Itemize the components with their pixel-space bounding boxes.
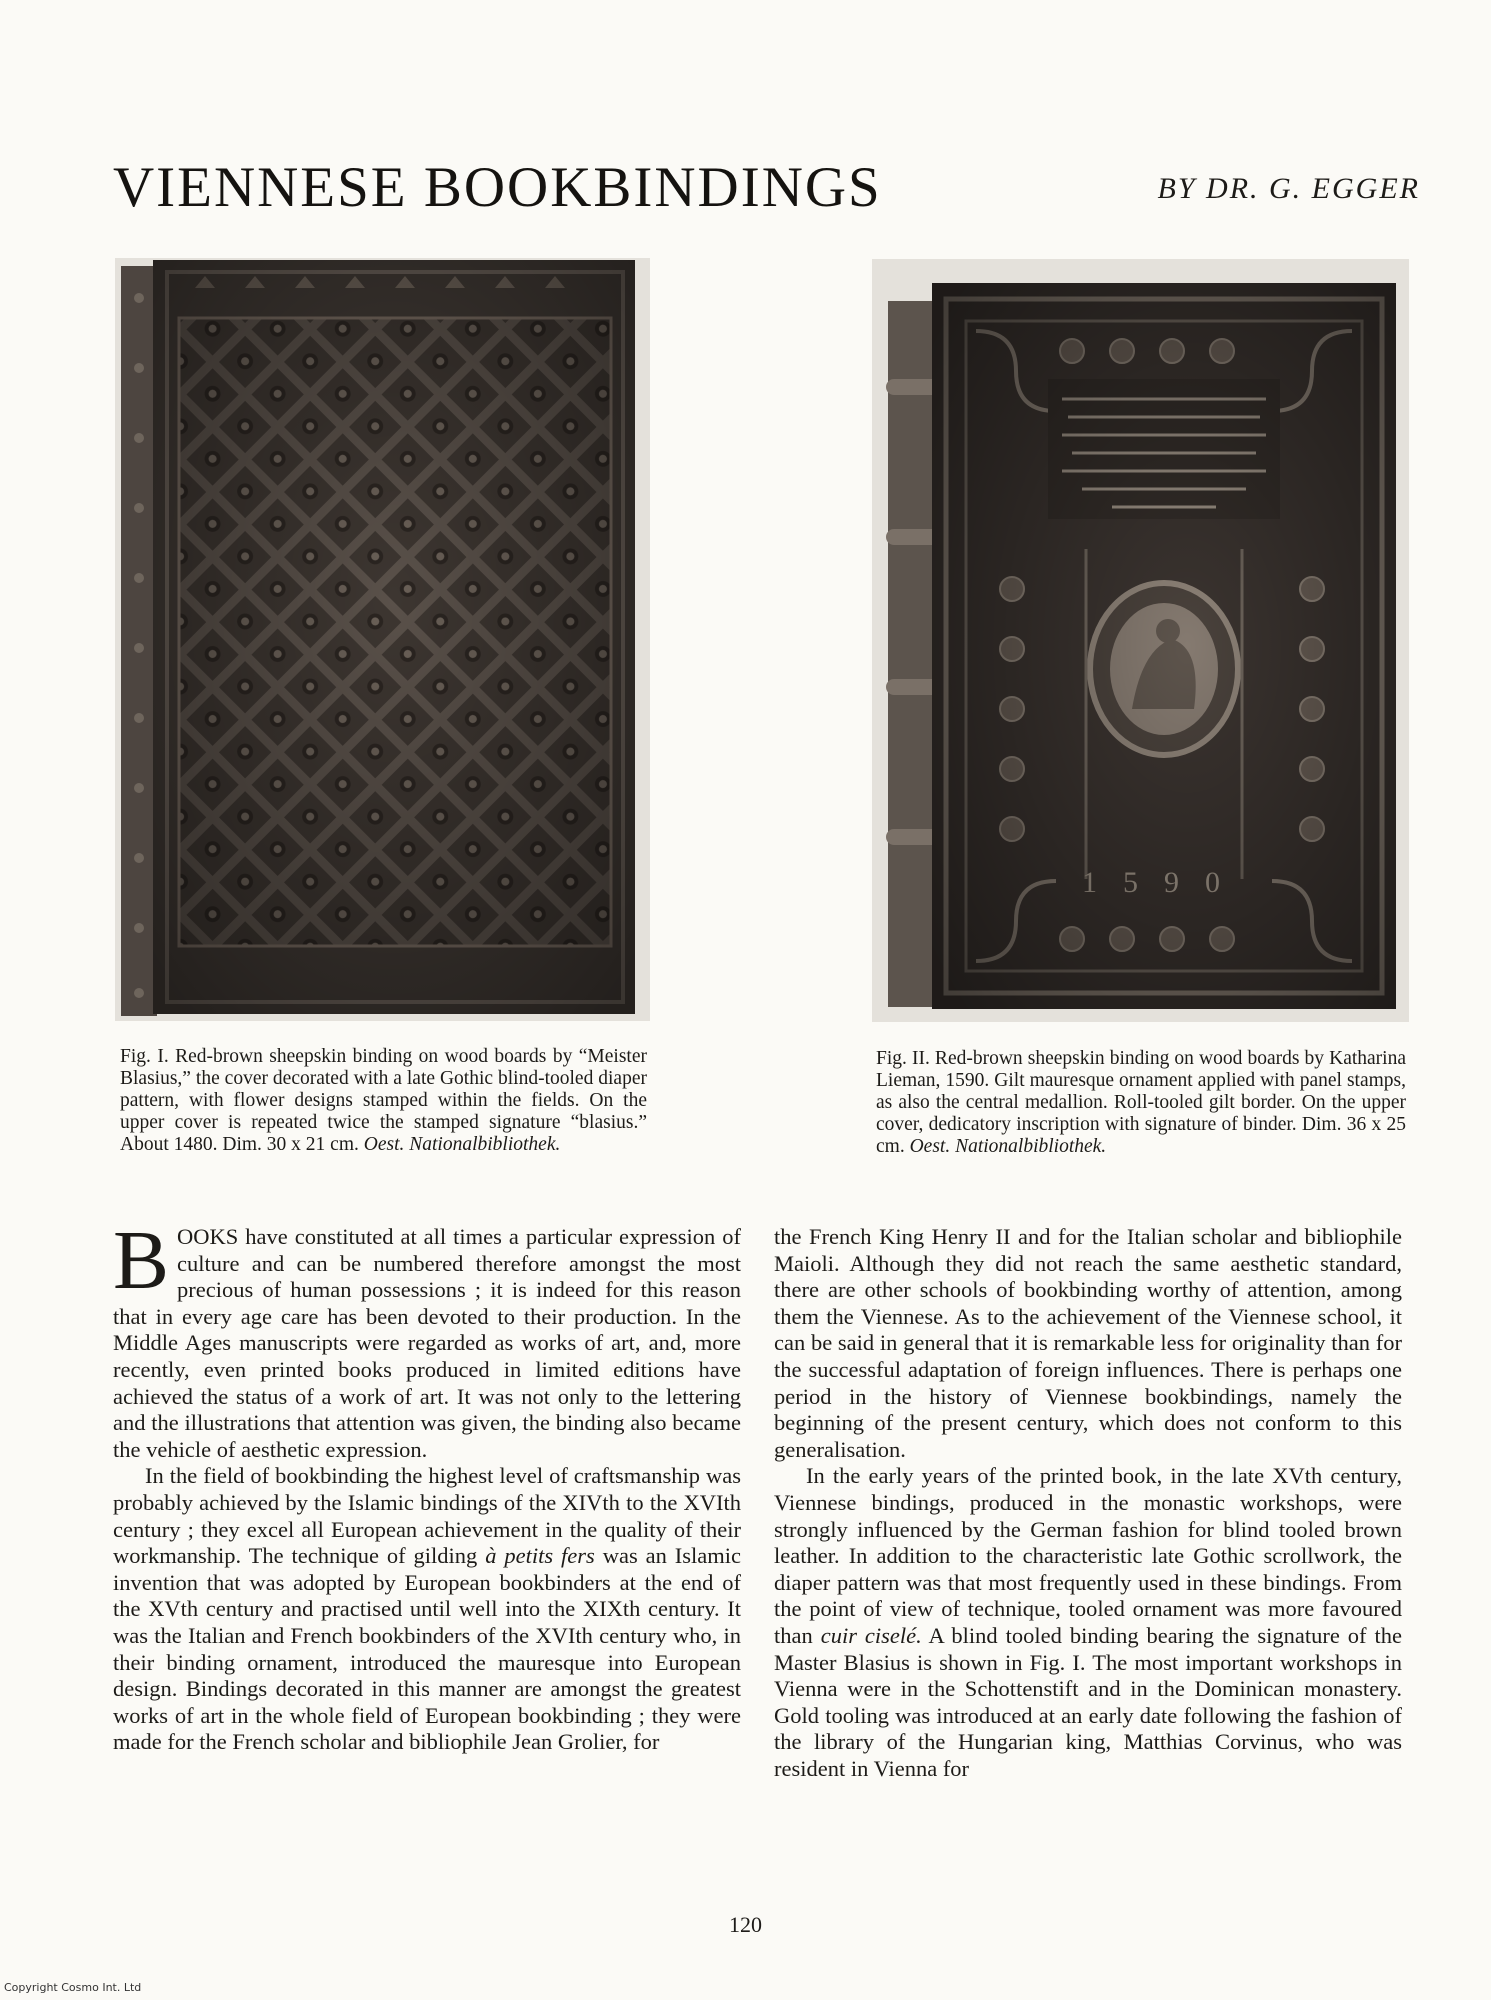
figure-1-caption xyxy=(120,1046,647,1156)
book-cover-blind-tooled-diaper-icon xyxy=(115,258,650,1021)
figure-2-photo xyxy=(872,259,1409,1022)
paragraph-3: the French King Henry II and for the Italian scholar and bibliophile Maioli. Although they did not reach the same aesthetic standard, there are other schools of bookbinding worthy of attention, among them the Viennese. As to the achievement of the Viennese school, it can be said in general that it is remarkable less for originality than for the successful adaptation of foreign influences. There is perhaps one period in the history of Viennese bookbindings, namely the beginning of the present century, which does not conform to this generalisation. xyxy=(774,1224,1402,1462)
paragraph-1-text: OOKS have constituted at all times a particular expression of culture and can be numbered therefore amongst the most precious of human possessions ; it is indeed for this reason that in every age care has been devoted to their production. In the Middle Ages manuscripts were regarded as works of art, and, more recently, even printed books produced in limited editions have achieved the status of a work of art. It was not only to the lettering and the illustrations that attention was given, the binding also became the vehicle of aesthetic expression. xyxy=(113,1224,741,1462)
figure-1-caption-text: Fig. I. Red-brown sheepskin binding on wood boards by “Meister Blasius,” the cover decorated with a late Gothic blind-tooled diaper pattern, with flower designs stamped within the fields. On the upper cover is repeated twice the stamped signature “blasius.” About 1480. Dim. 30 x 21 cm. xyxy=(120,1046,647,1155)
copyright-notice: Copyright Cosmo Int. Ltd xyxy=(4,1981,142,1994)
drop-cap: B xyxy=(113,1214,170,1307)
figure-2-caption xyxy=(876,1048,1406,1158)
figure-2-caption-text: Fig. II. Red-brown sheepskin binding on wood boards by Katharina Lieman, 1590. Gilt mauresque ornament applied with panel stamps, as also the central medallion. Roll-tooled gilt border. On the upper cover, dedicatory inscription with signature of binder. Dim. 36 x 25 cm. xyxy=(876,1048,1406,1157)
paragraph-2 xyxy=(113,1463,741,1756)
article-title: VIENNESE BOOKBINDINGS xyxy=(113,156,882,219)
paragraph-2-italic: à petits fers xyxy=(485,1543,595,1569)
book-cover-gilt-mauresque-medallion-icon xyxy=(872,259,1409,1022)
figure-1-photo xyxy=(115,258,650,1021)
figure-1-source: Oest. Nationalbibliothek. xyxy=(363,1134,561,1155)
author-byline: BY DR. G. EGGER xyxy=(1157,172,1420,205)
paragraph-2-text-b: was an Islamic invention that was adopted by European bookbinders at the end of the XVth century and practised until well into the XIXth century. It was the Italian and French bookbinders of the XVIth century who, in their binding ornament, introduced the mauresque into European design. Bindings decorated in this manner are amongst the greatest works of art in the whole field of European bookbinding ; they were made for the French scholar and bibliophile Jean Grolier, for xyxy=(113,1543,741,1755)
paragraph-4-text-b: A blind tooled binding bearing the signature of the Master Blasius is shown in Fig. I. The most important workshops in Vienna were in the Schottenstift and in the Dominican monastery. Gold tooling was introduced at an early date following the fashion of the library of the Hungarian king, Matthias Corvinus, who was resident in Vienna for xyxy=(774,1622,1402,1781)
body-column-right xyxy=(774,1224,1402,1782)
body-column-left xyxy=(113,1214,741,1756)
paragraph-2-text-a: In the field of bookbinding the highest level of craftsmanship was probably achieved by the Islamic bindings of the XIVth to the XVIth century ; they excel all European achievement in the quality of their workmanship. The technique of gilding xyxy=(113,1463,741,1569)
paragraph-1 xyxy=(113,1214,741,1463)
paragraph-4-text-a: In the early years of the printed book, in the late XVth century, Viennese bindings, produced in the monastic workshops, were strongly influenced by the German fashion for blind tooled brown leather. In addition to the characteristic late Gothic scrollwork, the diaper pattern was that most frequently used in these bindings. From the point of view of technique, tooled ornament was more favoured than xyxy=(774,1463,1402,1648)
figure-2-source: Oest. Nationalbibliothek. xyxy=(909,1136,1107,1157)
paragraph-4 xyxy=(774,1463,1402,1782)
paragraph-4-italic: cuir ciselé. xyxy=(820,1622,922,1648)
page-number: 120 xyxy=(729,1912,762,1937)
